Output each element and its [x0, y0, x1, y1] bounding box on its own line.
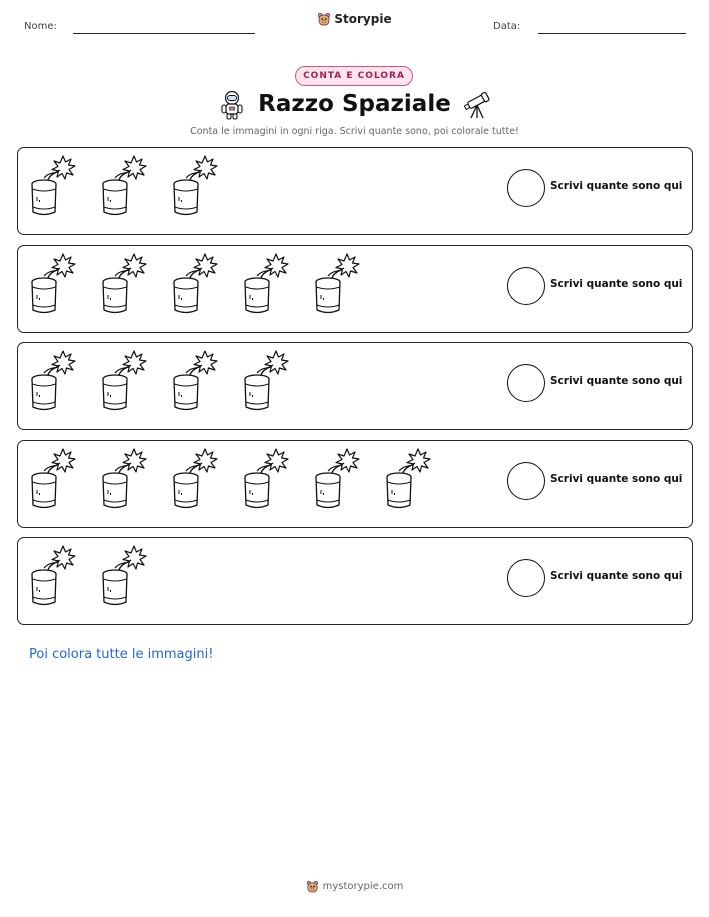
answer-circle[interactable]: [507, 364, 545, 402]
firework-rocket-can-icon[interactable]: [314, 447, 360, 513]
firework-rocket-can-icon[interactable]: [314, 252, 360, 318]
firework-rocket-can-icon[interactable]: [30, 252, 76, 318]
firework-rocket-can-icon[interactable]: [243, 447, 289, 513]
instructions: Conta le immagini in ogni riga. Scrivi quante sono, poi colorale tutte!: [190, 126, 519, 137]
firework-rocket-can-icon[interactable]: [172, 349, 218, 415]
firework-rocket-can-icon[interactable]: [30, 447, 76, 513]
date-line[interactable]: [538, 33, 686, 34]
firework-rocket-can-icon[interactable]: [101, 544, 147, 610]
date-label: Data:: [493, 21, 521, 32]
answer-label: Scrivi quante sono qui: [550, 472, 683, 485]
activity-badge: CONTA E COLORA: [295, 66, 413, 86]
answer-circle[interactable]: [507, 559, 545, 597]
answer-circle[interactable]: [507, 267, 545, 305]
brand-logo: [0, 12, 709, 29]
bear-logo-icon: [306, 880, 319, 893]
firework-rocket-can-icon[interactable]: [101, 154, 147, 220]
firework-rocket-can-icon[interactable]: [172, 252, 218, 318]
name-line[interactable]: [73, 33, 255, 34]
answer-label: Scrivi quante sono qui: [550, 570, 683, 582]
firework-rocket-can-icon[interactable]: [30, 349, 76, 415]
firework-rocket-can-icon[interactable]: [101, 447, 147, 513]
firework-rocket-can-icon[interactable]: [172, 154, 218, 220]
firework-rocket-can-icon[interactable]: [101, 252, 147, 318]
firework-rocket-can-icon[interactable]: [385, 447, 431, 513]
answer-label: Scrivi quante sono qui: [550, 375, 683, 387]
brand-name: Storypie: [334, 12, 392, 26]
footer-brand: [0, 880, 709, 896]
color-note: Poi colora tutte le immagini!: [29, 647, 214, 662]
answer-circle[interactable]: [507, 462, 545, 500]
answer-circle[interactable]: [507, 169, 545, 207]
answer-label: Scrivi quante sono qui: [550, 180, 683, 192]
telescope-icon: [462, 90, 492, 120]
worksheet-title: Razzo Spaziale: [258, 91, 451, 117]
name-label: Nome:: [24, 21, 57, 32]
answer-label: Scrivi quante sono qui: [550, 277, 683, 290]
firework-rocket-can-icon[interactable]: [243, 349, 289, 415]
counting-row: [17, 342, 693, 430]
counting-row: [17, 537, 693, 625]
footer-site: mystorypie.com: [322, 881, 404, 892]
firework-rocket-can-icon[interactable]: [101, 349, 147, 415]
firework-rocket-can-icon[interactable]: [172, 447, 218, 513]
counting-row: [17, 245, 693, 333]
firework-rocket-can-icon[interactable]: [30, 154, 76, 220]
firework-rocket-can-icon[interactable]: [30, 544, 76, 610]
counting-row: [17, 440, 693, 528]
counting-row: [17, 147, 693, 235]
bear-logo-icon: [317, 12, 331, 26]
firework-rocket-can-icon[interactable]: [243, 252, 289, 318]
